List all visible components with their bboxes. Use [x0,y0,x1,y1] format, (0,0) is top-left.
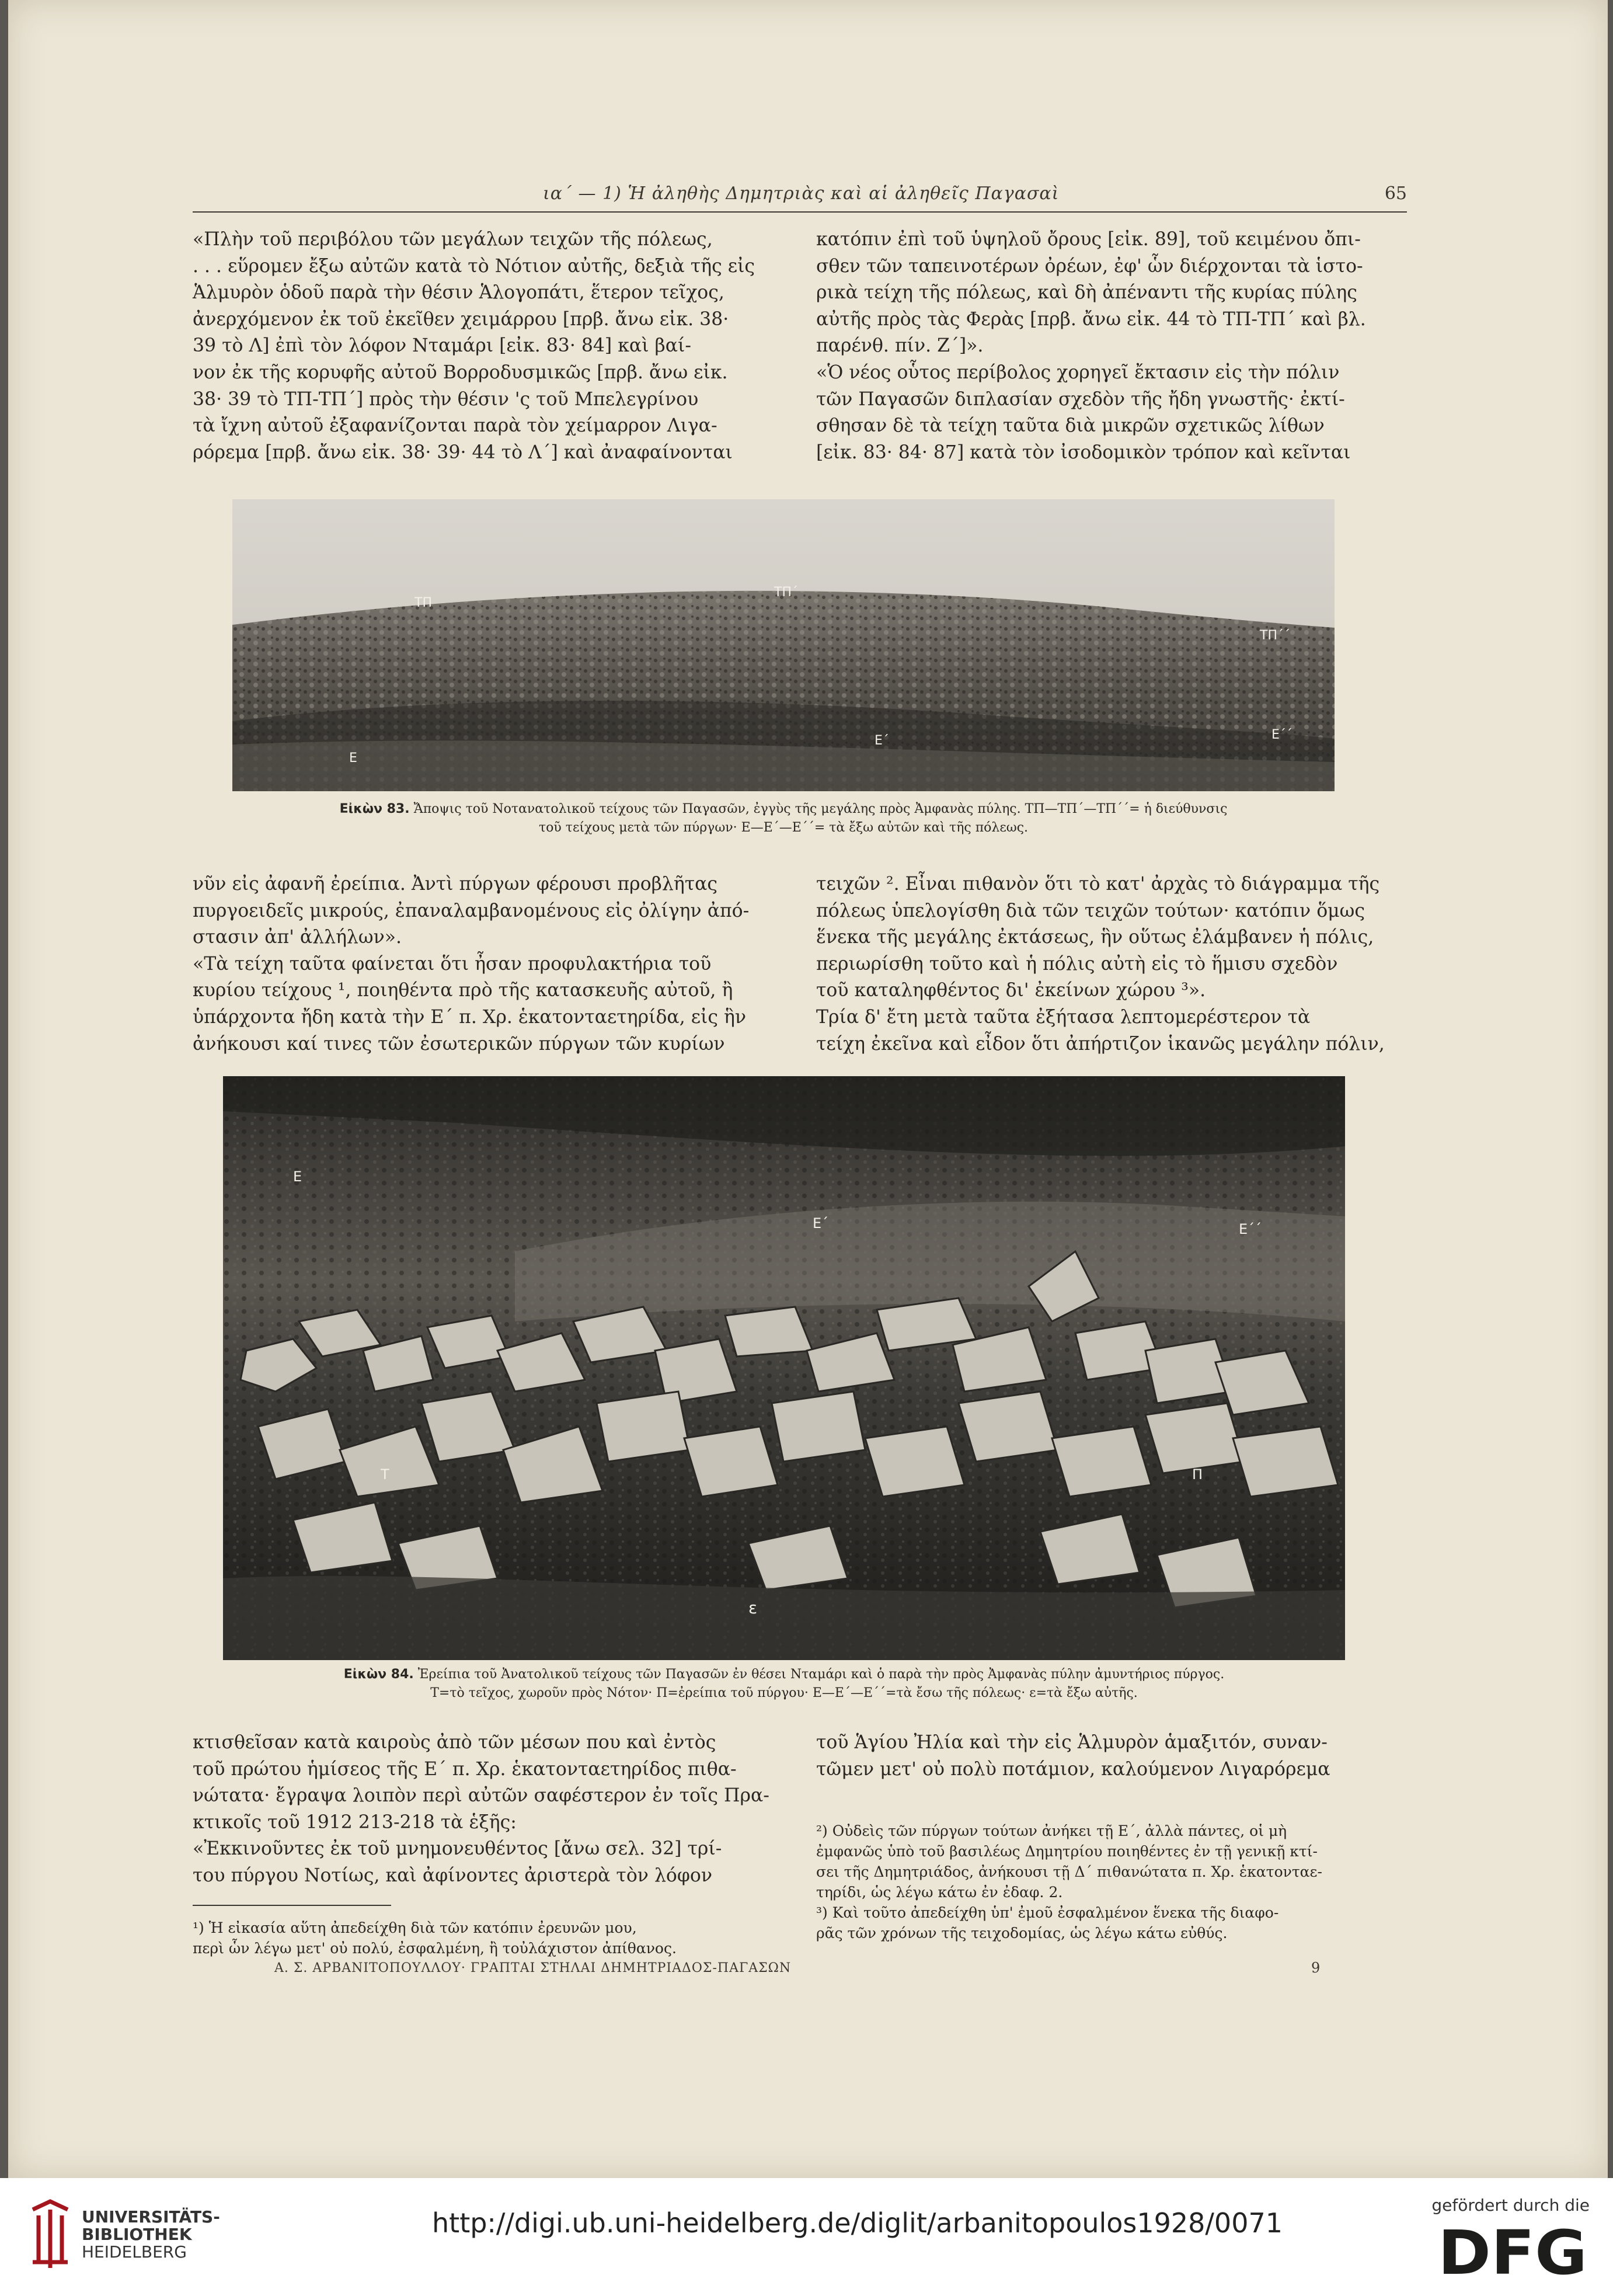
text-line: ὑπάρχοντα ἤδη κατὰ τὴν Ε΄ π. Χρ. ἑκατονταετηρίδα, εἰς ἣν [193,1006,747,1028]
figure-84-caption-line2: Τ=τὸ τεῖχος, χωροῦν πρὸς Νότον· Π=ἐρείπια τοῦ πύργου· Ε—Ε΄—Ε΄΄=τὰ ἔσω τῆς πόλεως· ε=τὰ ἔξω αὐτῆς. [430,1686,1138,1700]
text-line: τηρίδι, ὡς λέγω κάτω ἐν ἐδαφ. 2. [816,1884,1063,1901]
uni-line-2: BIBLIOTHEK [82,2225,192,2244]
dfg-logo-icon[interactable] [1438,2222,1590,2281]
hillside-wall-image [232,499,1335,791]
text-line: τείχη ἐκεῖνα καὶ εἶδον ὅτι ἀπήρτιζον ἱκανῶς μεγάλην πόλιν, [816,1033,1385,1055]
text-line: ²) Οὐδεὶς τῶν πύργων τούτων ἀνήκει τῇ Ε΄, ἀλλὰ πάντες, οἱ μὴ [816,1822,1287,1839]
right-column-top [816,227,1407,466]
figure-83-label: Εἰκὼν 83. [339,802,410,816]
university-library-name[interactable] [82,2208,220,2261]
fig84-mark-ee: ε [748,1598,758,1617]
figure-83-photo [232,499,1335,791]
fig83-mark-tp2: ΤΠ΄΄ [1260,628,1290,643]
uni-line-1: UNIVERSITÄTS- [82,2207,220,2227]
figure-83-caption-line1: Ἄποψις τοῦ Νοτανατολικοῦ τείχους τῶν Παγασῶν, ἐγγὺς τῆς μεγάλης πρὸς Ἀμφανὰς πύλης. ΤΠ—ΤΠ΄—ΤΠ΄΄= ἡ διεύθυνσις [413,802,1228,816]
digitization-footer [0,2178,1613,2296]
page-number: 65 [1384,183,1407,204]
left-column-top [193,227,782,466]
figure-84-label: Εἰκὼν 84. [343,1667,414,1682]
footnotes-left [193,1918,782,1958]
text-line: τὰ ἴχνη αὐτοῦ ἐξαφανίζονται παρὰ τὸν χείμαρρον Λιγα- [193,415,717,437]
text-line: τοῦ πρώτου ἡμίσεος τῆς Ε΄ π. Χρ. ἑκατονταετηρίδος πιθα- [193,1758,737,1780]
text-line: ρᾶς τῶν χρόνων τῆς τειχοδομίας, ὡς λέγω κάτω εὐθύς. [816,1925,1228,1942]
figure-84-caption-line1: Ἐρείπια τοῦ Ἀνατολικοῦ τείχους τῶν Παγασῶν ἐν θέσει Νταμάρι καὶ ὁ παρὰ τὴν πρὸς Ἀμφανὰς πύλην ἀμυντήριος πύργος. [417,1667,1225,1682]
fig83-mark-tp: ΤΠ [414,596,432,610]
text-line: τῶν Παγασῶν διπλασίαν σχεδὸν τῆς ἤδη γνωστῆς· ἐκτί- [816,388,1345,410]
text-line: σθεν τῶν ταπεινοτέρων ὀρέων, ἐφ' ὧν διέρχονται τὰ ἱστο- [816,255,1363,277]
text-line: κτικοῖς τοῦ 1912 213-218 τὰ ἑξῆς: [193,1811,517,1833]
text-line: πόλεως ὑπελογίσθη διὰ τῶν τειχῶν τούτων· κατόπιν ὅμως [816,900,1365,921]
text-line: «Ὁ νέος οὗτος περίβολος χορηγεῖ ἔκτασιν εἰς τὴν πόλιν [816,361,1340,383]
text-line: τειχῶν ². Εἶναι πιθανὸν ὅτι τὸ κατ' ἀρχὰς τὸ διάγραμμα τῆς [816,874,1380,895]
text-line: ἀνερχόμενον ἐκ τοῦ ἐκεῖθεν χειμάρρου [πρβ. ἄνω εἰκ. 38· [193,308,729,330]
text-line: αὐτῆς πρὸς τὰς Φερὰς [πρβ. ἄνω εἰκ. 44 τὸ ΤΠ-ΤΠ΄ καὶ βλ. [816,308,1366,330]
text-line: Ἁλμυρὸν ὁδοῦ παρὰ τὴν θέσιν Ἁλογοπάτι, ἕτερον τεῖχος, [193,282,724,304]
signature-mark: 9 [1311,1960,1321,1976]
fig84-mark-e2: Ε΄΄ [1239,1221,1262,1237]
text-line: τοῦ Ἁγίου Ἠλία καὶ τὴν εἰς Ἁλμυρὸν ἁμαξιτόν, συναν- [816,1732,1328,1753]
fig83-mark-e2: Ε΄΄ [1271,728,1293,742]
right-column-bottom [816,1730,1407,1783]
text-line: 38· 39 τὸ ΤΠ-ΤΠ΄] πρὸς τὴν θέσιν 'ς τοῦ Μπελεγρίνου [193,388,699,410]
text-line: σει τῆς Δημητριάδος, ἀνήκουσι τῇ Δ΄ πιθανώτατα π. Χρ. ἑκατονταε- [816,1863,1322,1880]
figure-83-caption-line2: τοῦ τείχους μετὰ τῶν πύργων· Ε—Ε΄—Ε΄΄= τὰ ἔξω αὐτῶν καὶ τῆς πόλεως. [538,820,1029,835]
text-line: νῦν εἰς ἀφανῆ ἐρείπια. Ἀντὶ πύργων φέρουσι προβλῆτας [193,874,718,895]
text-line: περιωρίσθη τοῦτο καὶ ἡ πόλις αὐτὴ εἰς τὸ ἥμισυ σχεδὸν [816,953,1338,975]
figure-83-caption [232,800,1335,837]
text-line: ἐμφανῶς ὑπὸ τοῦ βασιλέως Δημητρίου ποιηθέντες ἐν τῇ γενικῇ κτί- [816,1843,1318,1860]
printer-imprint: Α. Σ. ΑΡΒΑΝΙΤΟΠΟΥΛΛΟΥ· ΓΡΑΠΤΑΙ ΣΤΗΛΑΙ ΔΗΜΗΤΡΙΑΔΟΣ-ΠΑΓΑΣΩΝ [274,1961,792,1975]
text-line: νον ἐκ τῆς κορυφῆς αὐτοῦ Βορροδυσμικῶς [πρβ. ἄνω εἰκ. [193,361,728,383]
ruined-wall-image [223,1076,1345,1660]
header-rule [193,211,1407,213]
running-header [193,183,1407,209]
footnote-rule-left [193,1905,391,1906]
fig84-mark-e1: Ε΄ [813,1215,829,1232]
text-line: «Ἐκκινοῦντες ἐκ τοῦ μνημονευθέντος [ἄνω σελ. 32] τρί- [193,1838,722,1860]
text-line: του πύργου Νοτίως, καὶ ἀφίνοντες ἀριστερὰ τὸν λόφον [193,1864,713,1886]
text-line: «Τὰ τείχη ταῦτα φαίνεται ὅτι ἦσαν προφυλακτήρια τοῦ [193,953,712,975]
text-line: ³) Καὶ τοῦτο ἀπεδείχθη ὑπ' ἐμοῦ ἐσφαλμένον ἕνεκα τῆς διαφο- [816,1904,1279,1921]
left-column-middle [193,871,782,1057]
fig83-mark-e1: Ε΄ [875,733,889,748]
right-column-middle [816,871,1407,1057]
figure-84-caption [223,1665,1345,1703]
funded-by-text: gefördert durch die [1431,2196,1590,2215]
running-title: ια΄ — 1) Ἡ ἀληθὴς Δημητριὰς καὶ αἱ ἀληθεῖς Παγασαὶ [543,183,1060,204]
text-line: τοῦ καταληφθέντος δι' ἐκείνων χώρου ³». [816,980,1206,1001]
text-line: . . . εὕρομεν ἔξω αὐτῶν κατὰ τὸ Νότιον αὐτῆς, δεξιὰ τῆς εἰς [193,255,755,277]
text-line: στασιν ἀπ' ἀλλήλων». [193,927,402,948]
text-line: κτισθεῖσαν κατὰ καιροὺς ἀπὸ τῶν μέσων που καὶ ἐντὸς [193,1732,716,1753]
text-line: 39 τὸ Λ] ἐπὶ τὸν λόφον Νταμάρι [εἰκ. 83· 84] καὶ βαί- [193,335,692,357]
fig84-mark-p: Π [1192,1466,1203,1483]
footnotes-right [816,1821,1407,1943]
permalink-url[interactable]: http://digi.ub.uni-heidelberg.de/diglit/arbanitopoulos1928/0071 [432,2207,1283,2239]
text-line: Τρία δ' ἔτη μετὰ ταῦτα ἐξήτασα λεπτομερέστερον τὰ [816,1006,1311,1028]
text-line: «Πλὴν τοῦ περιβόλου τῶν μεγάλων τειχῶν τῆς πόλεως, [193,229,713,250]
text-line: κατόπιν ἐπὶ τοῦ ὑψηλοῦ ὄρους [εἰκ. 89], τοῦ κειμένου ὄπι- [816,229,1361,250]
text-line: τῶμεν μετ' οὐ πολὺ ποτάμιον, καλούμενον Λιγαρόρεμα [816,1758,1330,1780]
heidelberg-university-logo-icon[interactable] [27,2198,74,2274]
fig84-mark-t: Τ [381,1466,389,1483]
text-line: ἀνήκουσι καί τινες τῶν ἐσωτερικῶν πύργων τῶν κυρίων [193,1033,725,1055]
text-line: ¹) Ἡ εἰκασία αὕτη ἀπεδείχθη διὰ τῶν κατόπιν ἐρευνῶν μου, [193,1919,637,1936]
fig83-mark-tp1: ΤΠ΄ [774,585,798,600]
dfg-logo-text: DFG [1438,2222,1587,2281]
text-line: ἕνεκα τῆς μεγάλης ἐκτάσεως, ἣν οὕτως ἐλάμβανεν ἡ πόλις, [816,927,1374,948]
text-line: νώτατα· ἔγραψα λοιπὸν περὶ αὐτῶν σαφέστερον ἐν τοῖς Πρα- [193,1785,769,1807]
figure-84-photo [223,1076,1345,1660]
text-line: περὶ ὧν λέγω μετ' οὐ πολύ, ἐσφαλμένη, ἢ τοὐλάχιστον ἀπίθανος. [193,1940,677,1957]
uni-line-3: HEIDELBERG [82,2242,187,2262]
text-line: ρικὰ τείχη τῆς πόλεως, καὶ δὴ ἀπέναντι τῆς κυρίας πύλης [816,282,1357,304]
text-line: κυρίου τείχους ¹, ποιηθέντα πρὸ τῆς κατασκευῆς αὐτοῦ, ἢ [193,980,733,1001]
text-line: πυργοειδεῖς μικρούς, ἐπαναλαμβανομένους εἰς ὀλίγην ἀπό- [193,900,750,921]
text-line: σθησαν δὲ τὰ τείχη ταῦτα διὰ μικρῶν σχετικῶς λίθων [816,415,1325,437]
fig84-mark-e: Ε [293,1168,302,1185]
text-line: παρένθ. πίν. Ζ΄]». [816,335,984,357]
text-line: [εἰκ. 83· 84· 87] κατὰ τὸν ἰσοδομικὸν τρόπον καὶ κεῖνται [816,441,1351,463]
text-line: ρόρεμα [πρβ. ἄνω εἰκ. 38· 39· 44 τὸ Λ΄] καὶ ἀναφαίνονται [193,441,733,463]
left-column-bottom [193,1730,782,1890]
fig83-mark-e: Ε [349,751,357,766]
